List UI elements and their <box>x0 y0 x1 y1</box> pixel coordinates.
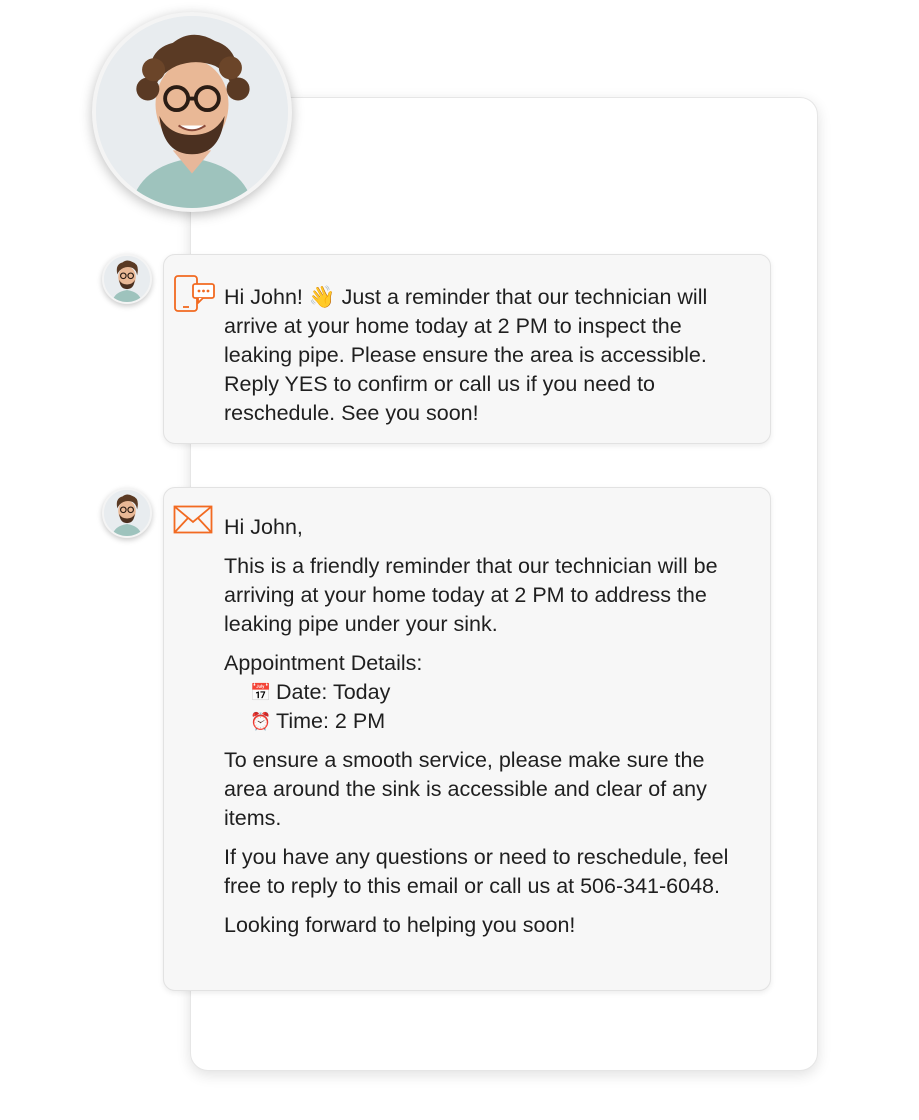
email-message-text <box>224 513 752 940</box>
email-message-bubble <box>163 487 771 991</box>
detail-time <box>224 707 752 736</box>
sender-avatar-email <box>102 488 152 538</box>
sender-avatar-sms <box>102 254 152 304</box>
appointment-details-heading: Appointment Details: <box>224 651 423 675</box>
email-intro: This is a friendly reminder that our technician will be arriving at your home today at 2 PM to address the leaking pipe under your sink. <box>224 554 718 636</box>
sms-message-bubble <box>163 254 771 444</box>
detail-date <box>224 678 752 707</box>
email-contact-note: If you have any questions or need to reschedule, feel free to reply to this email or call us at 506-341-6048. <box>224 845 729 898</box>
email-greeting: Hi John, <box>224 515 303 539</box>
email-closing: Looking forward to helping you soon! <box>224 913 576 937</box>
alarm-clock-icon: ⏰ <box>250 712 272 731</box>
phone-chat-icon <box>173 274 217 319</box>
envelope-icon <box>173 505 213 540</box>
calendar-icon: 📅 <box>250 683 272 702</box>
detail-time-text: Time: 2 PM <box>276 709 386 733</box>
detail-date-text: Date: Today <box>276 680 391 704</box>
avatar-portrait <box>96 16 288 208</box>
sms-message-text: Hi John! 👋 Just a reminder that our technician will arrive at your home today at 2 PM to inspect the leaking pipe. Please ensure the area is accessible. Reply YES to confirm or call us if you need to reschedule. See you soon! <box>224 285 708 425</box>
email-access-note: To ensure a smooth service, please make sure the area around the sink is accessible and clear of any items. <box>224 748 707 830</box>
profile-avatar <box>92 12 292 212</box>
